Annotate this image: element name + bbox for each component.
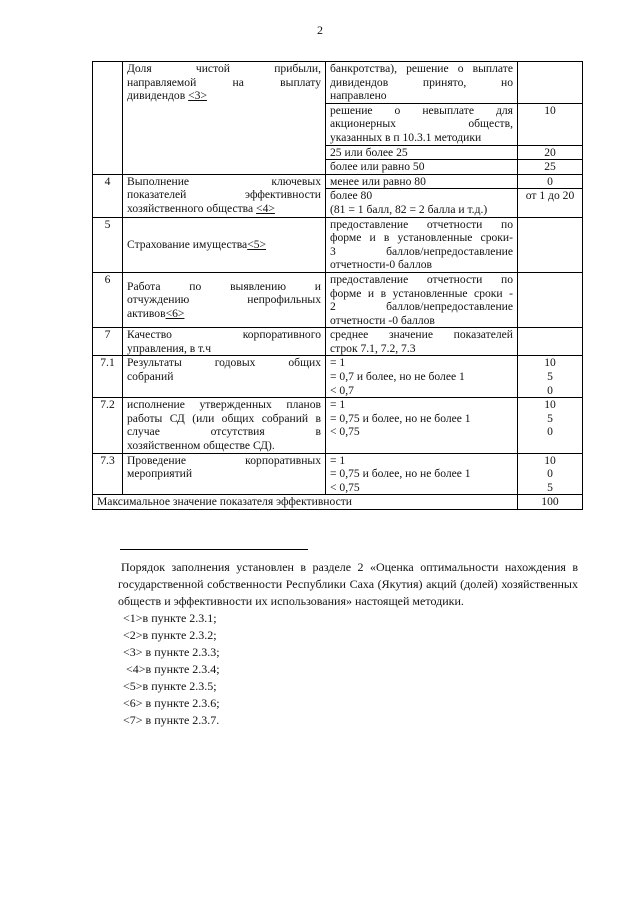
points-cell: 25: [518, 160, 583, 175]
criteria-cell: 25 или более 25: [326, 145, 518, 160]
indicator-line: Работа по выявлению и: [127, 279, 321, 293]
criteria-cell: [326, 398, 518, 453]
points-cell: [518, 398, 583, 453]
indicator-cell: [123, 328, 326, 356]
indicator-line: Качество корпоративного: [127, 328, 321, 342]
points-cell: [518, 453, 583, 495]
criteria-cell: [326, 328, 518, 356]
table-row: [93, 453, 583, 495]
points-cell: [518, 328, 583, 356]
indicator-line: собраний: [127, 370, 174, 384]
indicator-cell: [123, 272, 326, 327]
footnote-text: Порядок заполнения установлен в разделе 2 «Оценка оптимальности нахождения в государственной собственности Республики Саха (Якутия) акций (долей) хозяйственных обществ и эффективности их использования» настоящей методики.: [118, 560, 578, 608]
table-row: [93, 272, 583, 327]
indicator-cell: [123, 217, 326, 272]
criteria-cell: [326, 453, 518, 495]
footnote-item: <3> в пункте 2.3.3;: [123, 645, 220, 659]
criteria-line: = 0,75 и более, но не более 1: [330, 411, 471, 425]
criteria-cell: менее или равно 80: [326, 174, 518, 189]
indicator-line: направляемой на выплату: [127, 75, 321, 89]
criteria-line: направлено: [330, 89, 387, 103]
points-value: 10: [544, 398, 556, 412]
criteria-line: решение о невыплате для: [330, 103, 513, 117]
criteria-line: предоставление отчетности по: [330, 272, 513, 286]
indicator-line: показателей эффективности: [127, 188, 321, 202]
indicator-line: Страхование имущества: [127, 237, 248, 251]
table-row: [93, 174, 583, 189]
footnote-ref-link[interactable]: <6>: [165, 306, 185, 320]
indicator-line: Результаты годовых общих: [127, 356, 321, 370]
indicator-cell: [123, 62, 326, 175]
criteria-line: (81 = 1 балл, 82 = 2 балла и т.д.): [330, 202, 488, 216]
table-row: [93, 398, 583, 453]
efficiency-table: [92, 61, 583, 510]
points-cell: [518, 62, 583, 104]
criteria-line: = 0,7 и более, но не более 1: [330, 370, 465, 384]
indicator-cell: [123, 174, 326, 217]
indicator-line: дивидендов: [127, 89, 189, 103]
row-number: 7.3: [93, 453, 123, 495]
indicator-line: управления, в т.ч: [127, 341, 212, 355]
footnote-item: <1>в пункте 2.3.1;: [123, 611, 217, 625]
row-number: [93, 62, 123, 175]
table-row: [93, 356, 583, 398]
indicator-line: отчуждению непрофильных: [127, 293, 321, 307]
points-value: 0: [547, 383, 553, 397]
criteria-line: предоставление отчетности по: [330, 217, 513, 231]
footnote-block: [118, 559, 578, 729]
total-value: 100: [518, 495, 583, 510]
points-value: 5: [547, 411, 553, 425]
indicator-line: мероприятий: [127, 467, 193, 481]
points-value: 0: [547, 467, 553, 481]
criteria-line: строк 7.1, 7.2, 7.3: [330, 341, 416, 355]
criteria-line: указанных в п 10.3.1 методики: [330, 130, 482, 144]
criteria-line: форме и в установленные сроки-: [330, 231, 513, 245]
criteria-cell: более или равно 50: [326, 160, 518, 175]
criteria-line: < 0,7: [330, 383, 354, 397]
criteria-cell: [326, 189, 518, 217]
points-value: 5: [547, 480, 553, 494]
points-value: 5: [547, 370, 553, 384]
criteria-cell: [326, 356, 518, 398]
points-cell: 20: [518, 145, 583, 160]
indicator-line: исполнение утвержденных планов: [127, 398, 321, 412]
row-number: 5: [93, 217, 123, 272]
row-number: 4: [93, 174, 123, 217]
points-value: 10: [544, 453, 556, 467]
criteria-cell: [326, 272, 518, 327]
footnote-item: <7> в пункте 2.3.7.: [123, 713, 220, 727]
criteria-line: < 0,75: [330, 480, 360, 494]
table-row: [93, 328, 583, 356]
criteria-line: = 1: [330, 453, 346, 467]
indicator-line: хозяйственном обществе СД).: [127, 439, 275, 453]
footnote-ref-link[interactable]: <4>: [256, 201, 275, 215]
points-value: 0: [547, 425, 553, 439]
criteria-line: < 0,75: [330, 425, 360, 439]
total-label: Максимальное значение показателя эффективности: [93, 495, 518, 510]
footnote-ref-link[interactable]: <3>: [188, 89, 207, 103]
footnote-ref-link[interactable]: <5>: [247, 237, 267, 251]
indicator-line: Проведение корпоративных: [127, 453, 321, 467]
indicator-line: активов: [127, 306, 166, 320]
criteria-cell: [326, 62, 518, 104]
row-number: 7: [93, 328, 123, 356]
row-number: 7.1: [93, 356, 123, 398]
footnote-item: <4>в пункте 2.3.4;: [123, 662, 220, 676]
table-row-total: [93, 495, 583, 510]
criteria-line: акционерных обществ,: [330, 117, 513, 131]
points-value: 10: [544, 356, 556, 370]
indicator-cell: [123, 453, 326, 495]
indicator-line: хозяйственного общества: [127, 201, 257, 215]
criteria-line: среднее значение показателей: [330, 328, 513, 342]
indicator-line: Выполнение ключевых: [127, 174, 321, 188]
points-cell: [518, 217, 583, 272]
criteria-line: = 1: [330, 356, 346, 370]
criteria-cell: [326, 217, 518, 272]
table-row: [93, 62, 583, 104]
footnote-item: <2>в пункте 2.3.2;: [123, 628, 217, 642]
criteria-line: отчетности-0 баллов: [330, 258, 433, 272]
indicator-cell: [123, 398, 326, 453]
criteria-line: 2 баллов/непредоставление: [330, 300, 513, 314]
footnote-divider: [120, 549, 308, 550]
criteria-cell: [326, 103, 518, 145]
page-number: 2: [317, 23, 323, 37]
footnote-item: <6> в пункте 2.3.6;: [123, 696, 220, 710]
criteria-line: 3 баллов/непредоставление: [330, 244, 513, 258]
criteria-line: более 80: [330, 189, 373, 203]
points-cell: [518, 356, 583, 398]
footnote-item: <5>в пункте 2.3.5;: [123, 679, 217, 693]
criteria-line: банкротства), решение о выплате: [330, 62, 513, 75]
criteria-line: отчетности -0 баллов: [330, 313, 435, 327]
points-cell: [518, 272, 583, 327]
points-cell: 0: [518, 174, 583, 189]
indicator-line: случае отсутствия в: [127, 425, 321, 439]
row-number: 6: [93, 272, 123, 327]
criteria-line: = 1: [330, 398, 346, 412]
indicator-cell: [123, 356, 326, 398]
criteria-line: дивидендов принято, но: [330, 75, 513, 89]
row-number: 7.2: [93, 398, 123, 453]
indicator-line: Доля чистой прибыли,: [127, 62, 321, 75]
table-row: [93, 217, 583, 272]
criteria-line: форме и в установленные сроки -: [330, 286, 513, 300]
criteria-line: = 0,75 и более, но не более 1: [330, 467, 471, 481]
indicator-line: работы СД (или общих собраний в: [127, 411, 321, 425]
points-cell: от 1 до 20: [518, 189, 583, 217]
points-cell: 10: [518, 103, 583, 145]
